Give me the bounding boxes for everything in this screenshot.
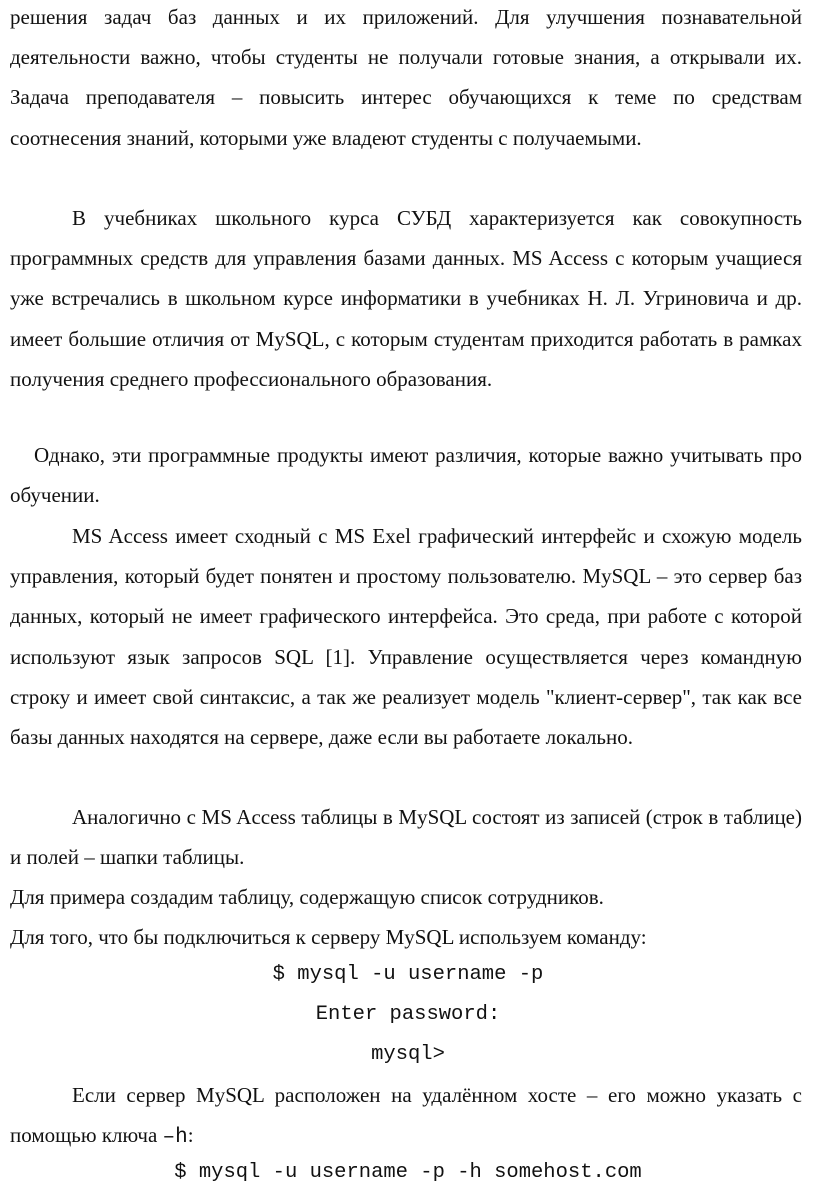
code-line-remote: $ mysql -u username -p -h somehost.com [174, 1161, 642, 1184]
key-option: –h [162, 1126, 188, 1150]
paragraph-tables: Аналогично с MS Access таблицы в MySQL состоят из записей (строк в таблице) и полей – шапки таблицы. [10, 805, 802, 870]
paragraph-connect: Для того, что бы подключиться к серверу MySQL используем команду: [10, 925, 647, 949]
paragraph-remote-host [10, 1075, 802, 1158]
paragraph-ms-access: MS Access имеет сходный с MS Exel графический интерфейс и схожую модель управления, который будет понятен и простому пользователю. MySQL – это сервер баз данных, который не имеет графического интерфейса. Это среда, при работе с которой используют язык запросов SQL [1]. Управление осуществляется через командную строку и имеет свой синтаксис, а так же реализует модель "клиент-сервер", так как все базы данных находятся на сервере, даже если вы работаете локально. [10, 524, 802, 750]
code-line-prompt: mysql> [371, 1043, 445, 1066]
code-line-login: $ mysql -u username -p [272, 963, 544, 986]
remote-host-text: Если сервер MySQL расположен на удалённом хосте – его можно указать с помощью ключа [10, 1083, 802, 1148]
paragraph-example: Для примера создадим таблицу, содержащую список сотрудников. [10, 885, 604, 909]
code-line-password: Enter password: [315, 1003, 501, 1026]
paragraph-differences: Однако, эти программные продукты имеют различия, которые важно учитывать про обучении. [10, 443, 802, 508]
paragraph-intro: решения задач баз данных и их приложений. Для улучшения познавательной деятельности важно, чтобы студенты не получали готовые знания, а открывали их. Задача преподавателя – повысить интерес обучающихся к теме по средствам соотнесения знаний, которыми уже владеют студенты с получаемыми. [10, 5, 802, 150]
paragraph-textbooks: В учебниках школьного курса СУБД характеризуется как совокупность программных средств для управления базами данных. MS Access с которым учащиеся уже встречались в школьном курсе информатики в учебниках Н. Л. Угриновича и др. имеет большие отличия от MySQL, с которым студентам приходится работать в рамках получения среднего профессионального образования. [10, 206, 802, 391]
remote-host-colon: : [187, 1123, 194, 1148]
